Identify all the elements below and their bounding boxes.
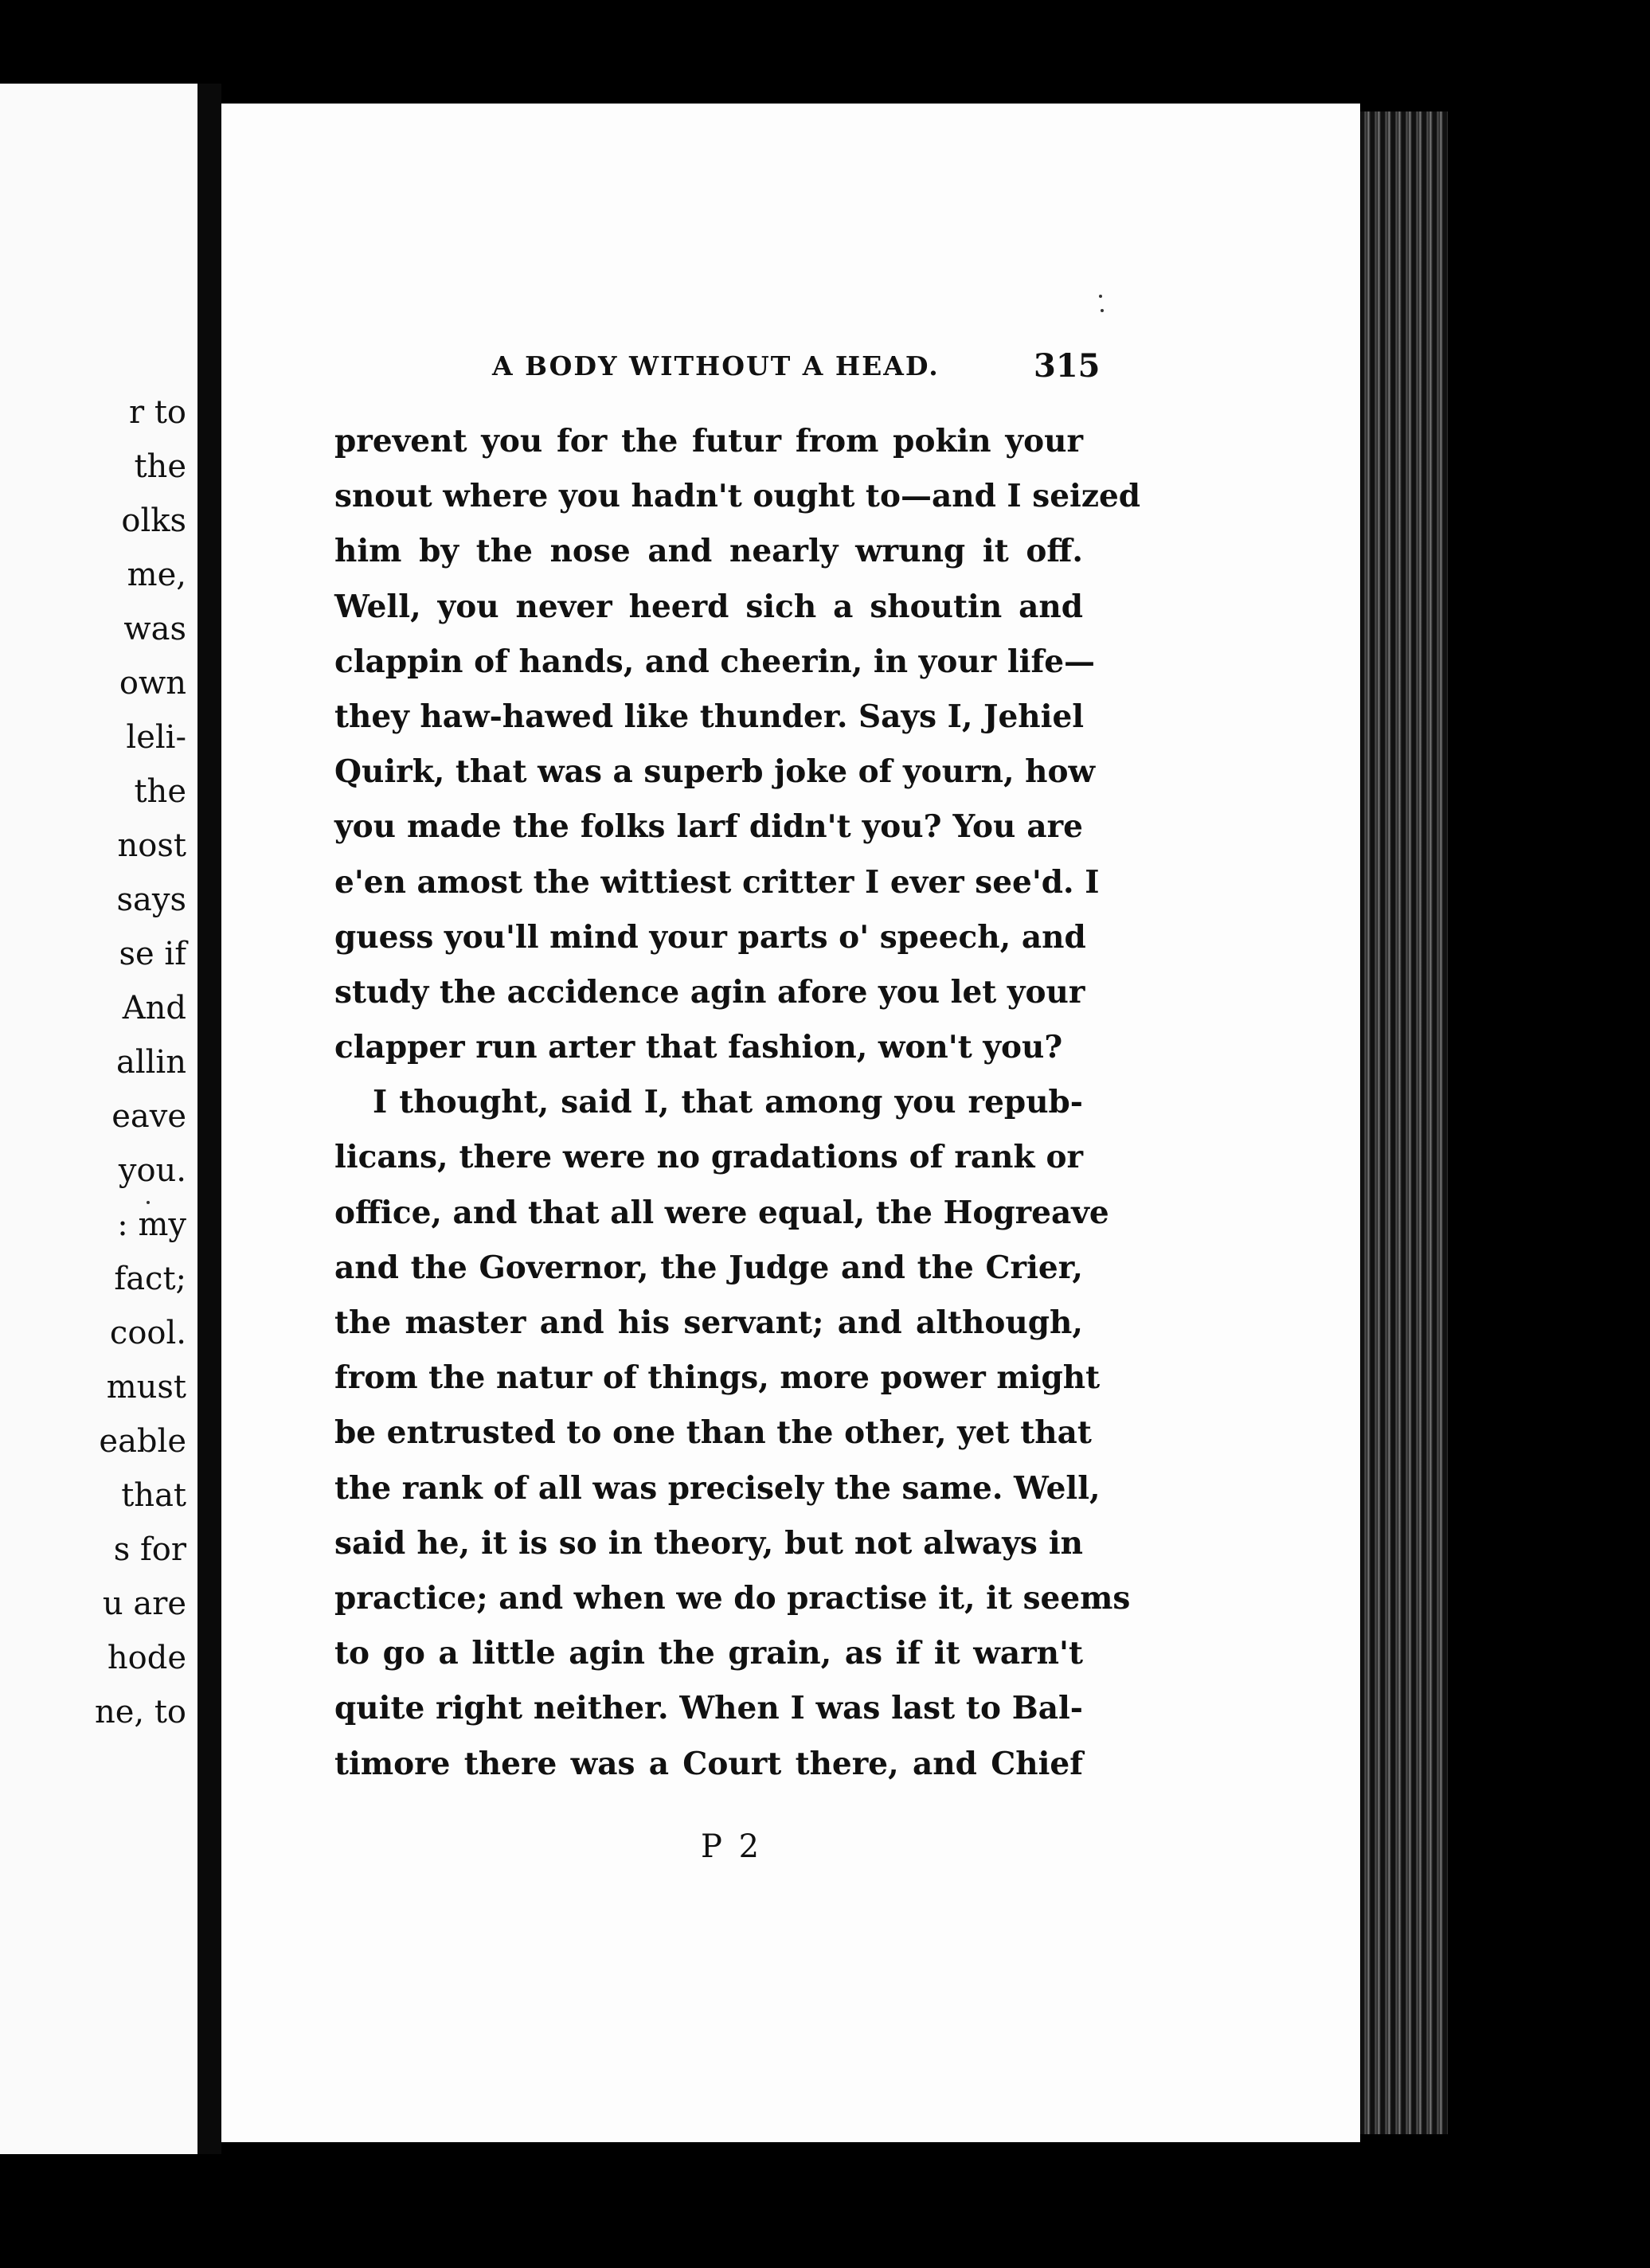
left-line-end: : my	[117, 1206, 186, 1243]
text-line: e'en amost the wittiest critter I ever see'd. I	[334, 863, 1100, 901]
text-line: the rank of all was precisely the same. Well,	[334, 1469, 1101, 1507]
text-line: clapper run arter that fashion, won't you?	[334, 1029, 1063, 1066]
text-line: practice; and when we do practise it, it seems	[334, 1579, 1131, 1617]
text-line: study the accidence agin afore you let your	[334, 973, 1085, 1011]
left-line-end: olks	[121, 502, 186, 539]
text-line: snout where you hadn't ought to—and I seized	[334, 478, 1141, 515]
left-line-end: says	[116, 882, 186, 918]
left-line-end: r to	[129, 394, 186, 431]
text-line: guess you'll mind your parts o' speech, and	[334, 918, 1086, 956]
text-line: I thought, said I, that among you repub-	[373, 1084, 1083, 1121]
text-line: timore there was a Court there, and Chief	[334, 1745, 1083, 1782]
left-line-end: must	[106, 1369, 186, 1406]
left-line-end: u are	[102, 1586, 186, 1622]
left-line-end: was	[123, 611, 186, 647]
text-line: Well, you never heerd sich a shoutin and	[334, 588, 1083, 625]
left-line-end: s for	[113, 1531, 186, 1568]
running-head: A BODY WITHOUT A HEAD.	[492, 350, 940, 381]
text-line: the master and his servant; and although,	[334, 1304, 1083, 1341]
page-edges	[1360, 111, 1448, 2134]
left-line-end: nost	[117, 827, 186, 864]
previous-page-fragment	[0, 84, 197, 2154]
left-line-end: the	[134, 773, 186, 810]
book-gutter	[197, 84, 221, 2154]
left-line-end: And	[122, 990, 186, 1026]
left-line-end: the	[134, 448, 186, 485]
text-line: from the natur of things, more power might	[334, 1359, 1101, 1397]
left-line-end: ne, to	[94, 1694, 186, 1730]
text-line: prevent you for the futur from pokin your	[334, 423, 1083, 459]
text-line: clappin of hands, and cheerin, in your life—	[334, 643, 1096, 680]
text-line: they haw-hawed like thunder. Says I, Jehiel	[334, 698, 1085, 735]
left-line-end: allin	[116, 1044, 186, 1081]
signature-mark: P 2	[701, 1828, 763, 1865]
page-body	[334, 414, 1141, 1792]
left-line-end: you.	[118, 1152, 186, 1189]
text-line: office, and that all were equal, the Hogreave	[334, 1194, 1109, 1231]
text-line: to go a little agin the grain, as if it warn't	[334, 1635, 1083, 1672]
left-line-end: eave	[111, 1098, 186, 1135]
text-line: be entrusted to one than the other, yet that	[334, 1414, 1092, 1452]
left-line-end: se if	[119, 936, 186, 972]
text-line: him by the nose and nearly wrung it off.	[334, 533, 1083, 570]
text-line: Quirk, that was a superb joke of yourn, how	[334, 753, 1096, 791]
left-line-end: hode	[107, 1640, 186, 1676]
left-line-end: cool.	[109, 1315, 186, 1351]
paper-speck	[147, 1201, 150, 1204]
left-line-end: me,	[127, 557, 186, 593]
left-line-end: fact;	[114, 1261, 186, 1297]
left-line-end: that	[121, 1477, 186, 1514]
left-line-end: own	[119, 665, 186, 702]
left-line-end: eable	[99, 1423, 186, 1460]
text-line: you made the folks larf didn't you? You are	[334, 808, 1083, 846]
text-line: licans, there were no gradations of rank or	[334, 1139, 1083, 1176]
page-number: 315	[1034, 347, 1101, 385]
text-line: and the Governor, the Judge and the Crier,	[334, 1249, 1083, 1286]
text-line: quite right neither. When I was last to Bal-	[334, 1690, 1083, 1727]
text-line: said he, it is so in theory, but not always in	[334, 1524, 1083, 1562]
paper-speck	[1101, 309, 1104, 312]
paper-speck	[1099, 295, 1102, 298]
left-line-end: leli-	[126, 719, 186, 756]
